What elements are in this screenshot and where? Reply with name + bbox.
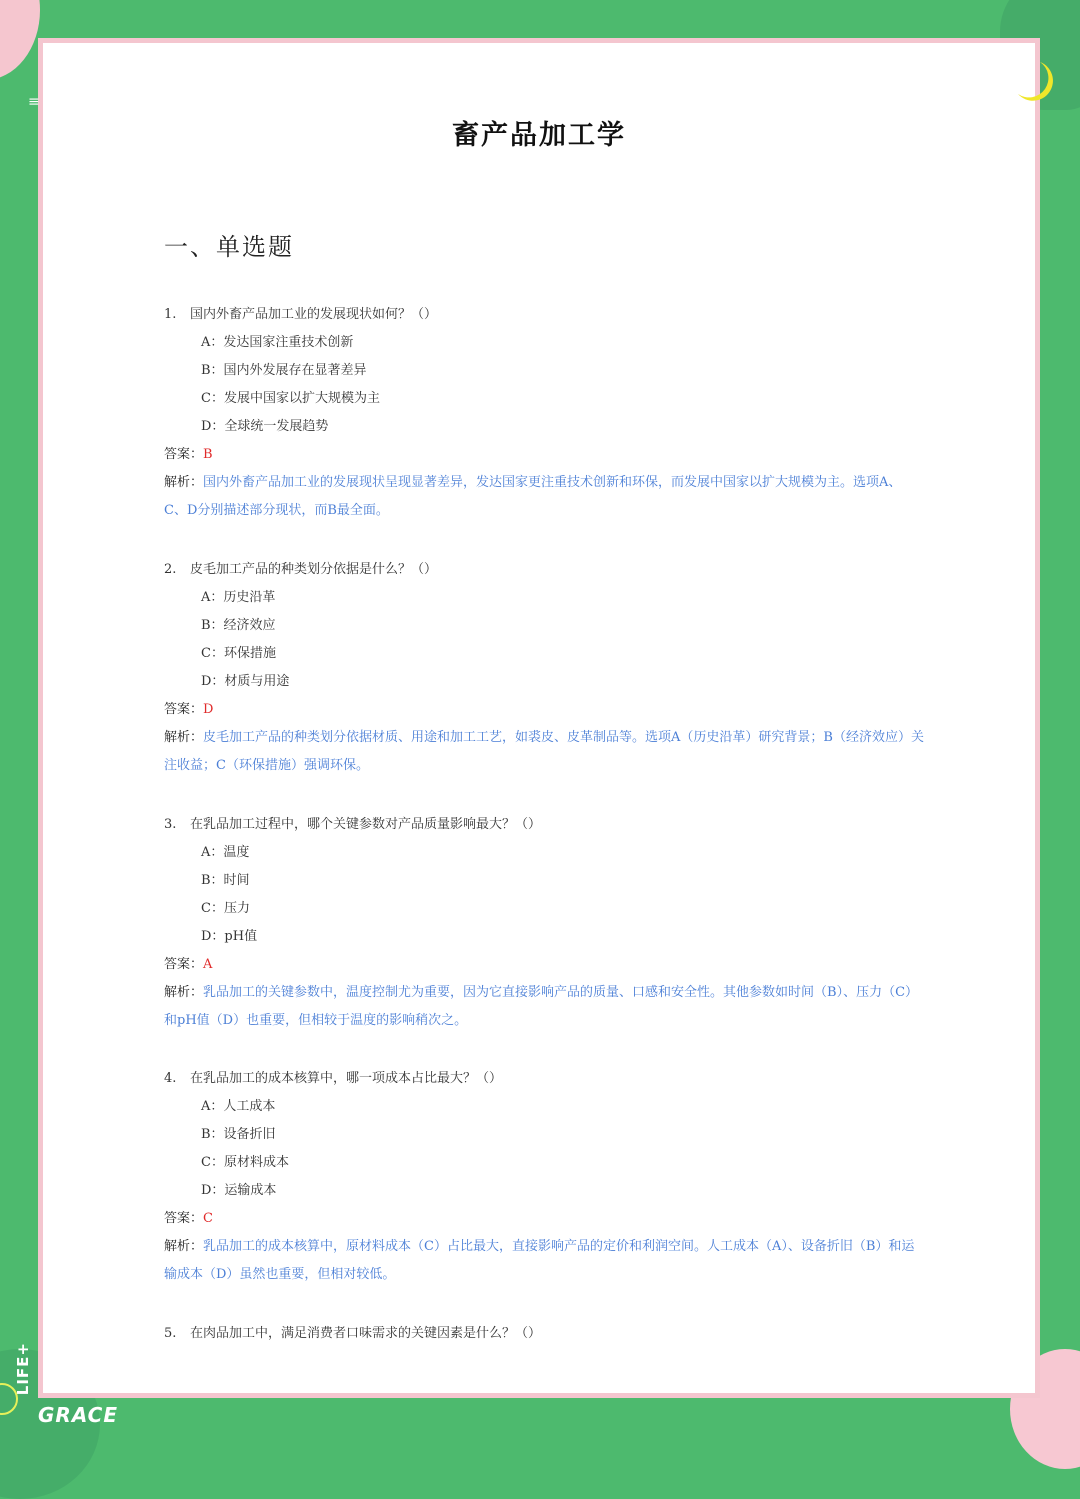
- answer-line: [164, 441, 924, 469]
- answer-label: 答案：: [164, 447, 204, 462]
- question-stem: [164, 811, 924, 839]
- answer-value: B: [203, 447, 213, 462]
- option-d: D：材质与用途: [201, 674, 290, 689]
- question-number: 3.: [164, 817, 177, 832]
- option-a: A：温度: [201, 845, 250, 860]
- option-d: D：pH值: [201, 929, 258, 944]
- document-page: [38, 38, 1040, 1398]
- question-number: 5.: [164, 1326, 177, 1341]
- answer-value: D: [203, 702, 214, 717]
- explanation-label: 解析：: [164, 1239, 204, 1254]
- option-a: A：发达国家注重技术创新: [201, 335, 354, 350]
- menu-icon: ≡: [28, 94, 40, 110]
- answer-label: 答案：: [164, 702, 204, 717]
- answer-label: 答案：: [164, 957, 204, 972]
- question-number: 4.: [164, 1071, 177, 1086]
- answer-line: [164, 696, 924, 724]
- moon-icon: [1012, 58, 1062, 108]
- explanation: [164, 1233, 924, 1289]
- question-number: 1.: [164, 307, 177, 322]
- question-4: [164, 1065, 924, 1289]
- option-a: A：人工成本: [201, 1099, 276, 1114]
- brand-life-text: LIFE+: [14, 1341, 32, 1395]
- explanation-label: 解析：: [164, 985, 204, 1000]
- option-c: C：压力: [201, 901, 250, 916]
- explanation-text: 皮毛加工产品的种类划分依据材质、用途和加工工艺，如裘皮、皮革制品等。选项A（历史沿革）研究背景；B（经济效应）关注收益；C（环保措施）强调环保。: [164, 730, 924, 773]
- answer-line: [164, 1205, 924, 1233]
- question-text: 在乳品加工过程中，哪个关键参数对产品质量影响最大？（）: [190, 817, 542, 832]
- answer-value: C: [203, 1211, 213, 1226]
- decor-blob-top-left: [0, 0, 40, 80]
- explanation: [164, 724, 924, 780]
- answer-line: [164, 951, 924, 979]
- question-1: [164, 301, 924, 525]
- question-text: 在肉品加工中，满足消费者口味需求的关键因素是什么？（）: [190, 1326, 542, 1341]
- option-b: B：经济效应: [201, 618, 276, 633]
- question-stem: [164, 1065, 924, 1093]
- option-b: B：设备折旧: [201, 1127, 276, 1142]
- question-stem: [164, 1320, 924, 1348]
- explanation: [164, 979, 924, 1035]
- document-title: 畜产品加工学: [452, 120, 626, 151]
- question-stem: [164, 301, 924, 329]
- option-c: C：发展中国家以扩大规模为主: [201, 391, 380, 406]
- section-heading: 一、单选题: [164, 233, 294, 261]
- option-c: C：原材料成本: [201, 1155, 289, 1170]
- answer-value: A: [203, 957, 213, 972]
- explanation: [164, 469, 924, 525]
- explanation-label: 解析：: [164, 730, 204, 745]
- question-text: 在乳品加工的成本核算中，哪一项成本占比最大？（）: [190, 1071, 503, 1086]
- brand-grace-text: GRACE: [38, 1403, 119, 1427]
- question-stem: [164, 556, 924, 584]
- explanation-label: 解析：: [164, 475, 204, 490]
- option-b: B：时间: [201, 873, 250, 888]
- explanation-text: 乳品加工的关键参数中，温度控制尤为重要，因为它直接影响产品的质量、口感和安全性。其他参数如时间（B）、压力（C）和pH值（D）也重要，但相较于温度的影响稍次之。: [164, 985, 919, 1028]
- option-d: D：运输成本: [201, 1183, 277, 1198]
- option-c: C：环保措施: [201, 646, 276, 661]
- question-2: [164, 556, 924, 780]
- option-a: A：历史沿革: [201, 590, 276, 605]
- question-3: [164, 811, 924, 1035]
- question-5: [164, 1320, 924, 1348]
- option-d: D：全球统一发展趋势: [201, 419, 329, 434]
- question-number: 2.: [164, 562, 177, 577]
- explanation-text: 乳品加工的成本核算中，原材料成本（C）占比最大，直接影响产品的定价和利润空间。人工成本（A）、设备折旧（B）和运输成本（D）虽然也重要，但相对较低。: [164, 1239, 915, 1282]
- question-text: 国内外畜产品加工业的发展现状如何？（）: [190, 307, 438, 322]
- option-b: B：国内外发展存在显著差异: [201, 363, 367, 378]
- answer-label: 答案：: [164, 1211, 204, 1226]
- question-text: 皮毛加工产品的种类划分依据是什么？（）: [190, 562, 438, 577]
- explanation-text: 国内外畜产品加工业的发展现状呈现显著差异，发达国家更注重技术创新和环保，而发展中国家以扩大规模为主。选项A、C、D分别描述部分现状，而B最全面。: [164, 475, 902, 518]
